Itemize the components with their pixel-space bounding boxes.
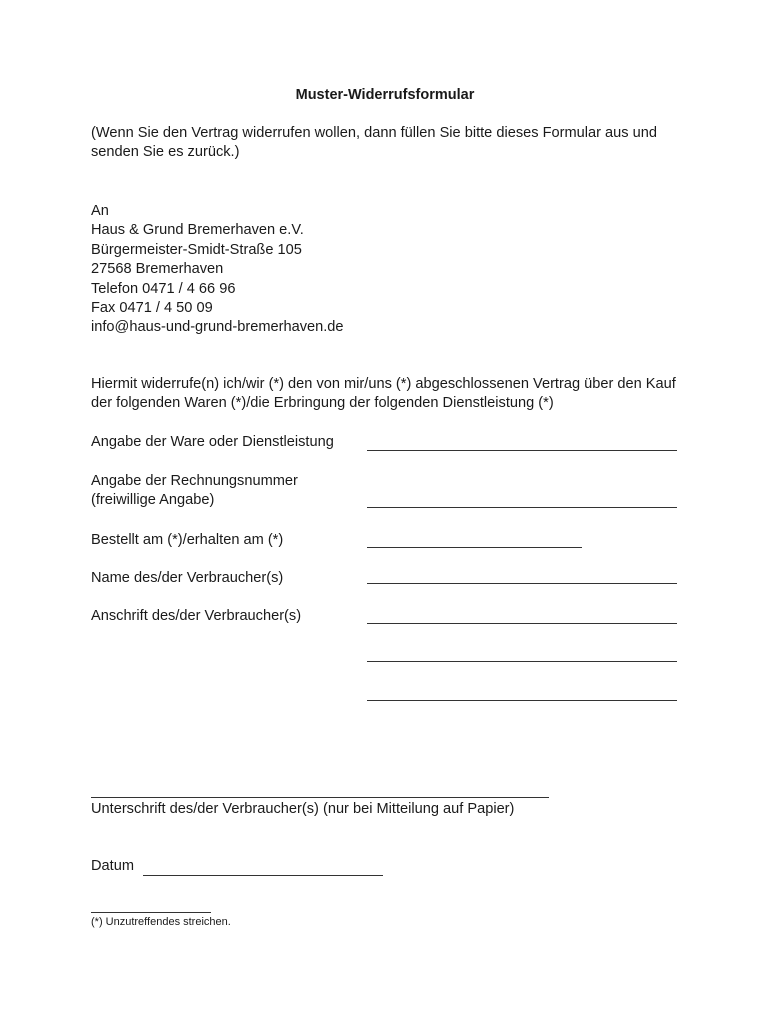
signature-field[interactable] (91, 780, 549, 798)
recipient-city: 27568 Bremerhaven (91, 261, 224, 278)
recipient-name: Haus & Grund Bremerhaven e.V. (91, 222, 304, 239)
goods-service-field[interactable] (367, 433, 677, 451)
recipient-street: Bürgermeister-Smidt-Straße 105 (91, 241, 302, 258)
ordered-received-field[interactable] (367, 530, 582, 548)
signature-label: Unterschrift des/der Verbraucher(s) (nur bei Mitteilung auf Papier) (91, 801, 515, 817)
consumer-address-field-3[interactable] (367, 683, 677, 701)
consumer-address-field-2[interactable] (367, 644, 677, 662)
recipient-email: info@haus-und-grund-bremerhaven.de (91, 319, 344, 336)
ordered-received-label: Bestellt am (*)/erhalten am (*) (91, 532, 284, 548)
form-intro-text: (Wenn Sie den Vertrag widerrufen wollen, dann füllen Sie bitte dieses Formular aus und senden Sie es zurück.) (91, 125, 657, 161)
consumer-address-field-1[interactable] (367, 606, 677, 624)
footnote-text: (*) Unzutreffendes streichen. (91, 916, 231, 928)
withdrawal-declaration: Hiermit widerrufe(n) ich/wir (*) den von mir/uns (*) abgeschlossenen Vertrag über den Kauf der folgenden Waren (*)/die Erbringung der folgenden Dienstleistung (*) (91, 376, 676, 412)
recipient-phone: Telefon 0471 / 4 66 96 (91, 280, 236, 297)
date-field[interactable] (143, 858, 383, 876)
footnote-separator (91, 898, 211, 913)
recipient-address (91, 202, 344, 338)
invoice-number-label: Angabe der Rechnungsnummer (91, 473, 298, 489)
consumer-name-label: Name des/der Verbraucher(s) (91, 570, 284, 586)
date-label: Datum (91, 858, 134, 874)
recipient-to: An (91, 203, 109, 219)
invoice-number-optional-note: (freiwillige Angabe) (91, 492, 215, 508)
form-title: Muster-Widerrufsformular (295, 87, 475, 103)
invoice-number-field[interactable] (367, 490, 677, 508)
consumer-address-label: Anschrift des/der Verbraucher(s) (91, 608, 302, 624)
recipient-fax: Fax 0471 / 4 50 09 (91, 300, 213, 317)
consumer-name-field[interactable] (367, 566, 677, 584)
goods-service-label: Angabe der Ware oder Dienstleistung (91, 434, 334, 450)
